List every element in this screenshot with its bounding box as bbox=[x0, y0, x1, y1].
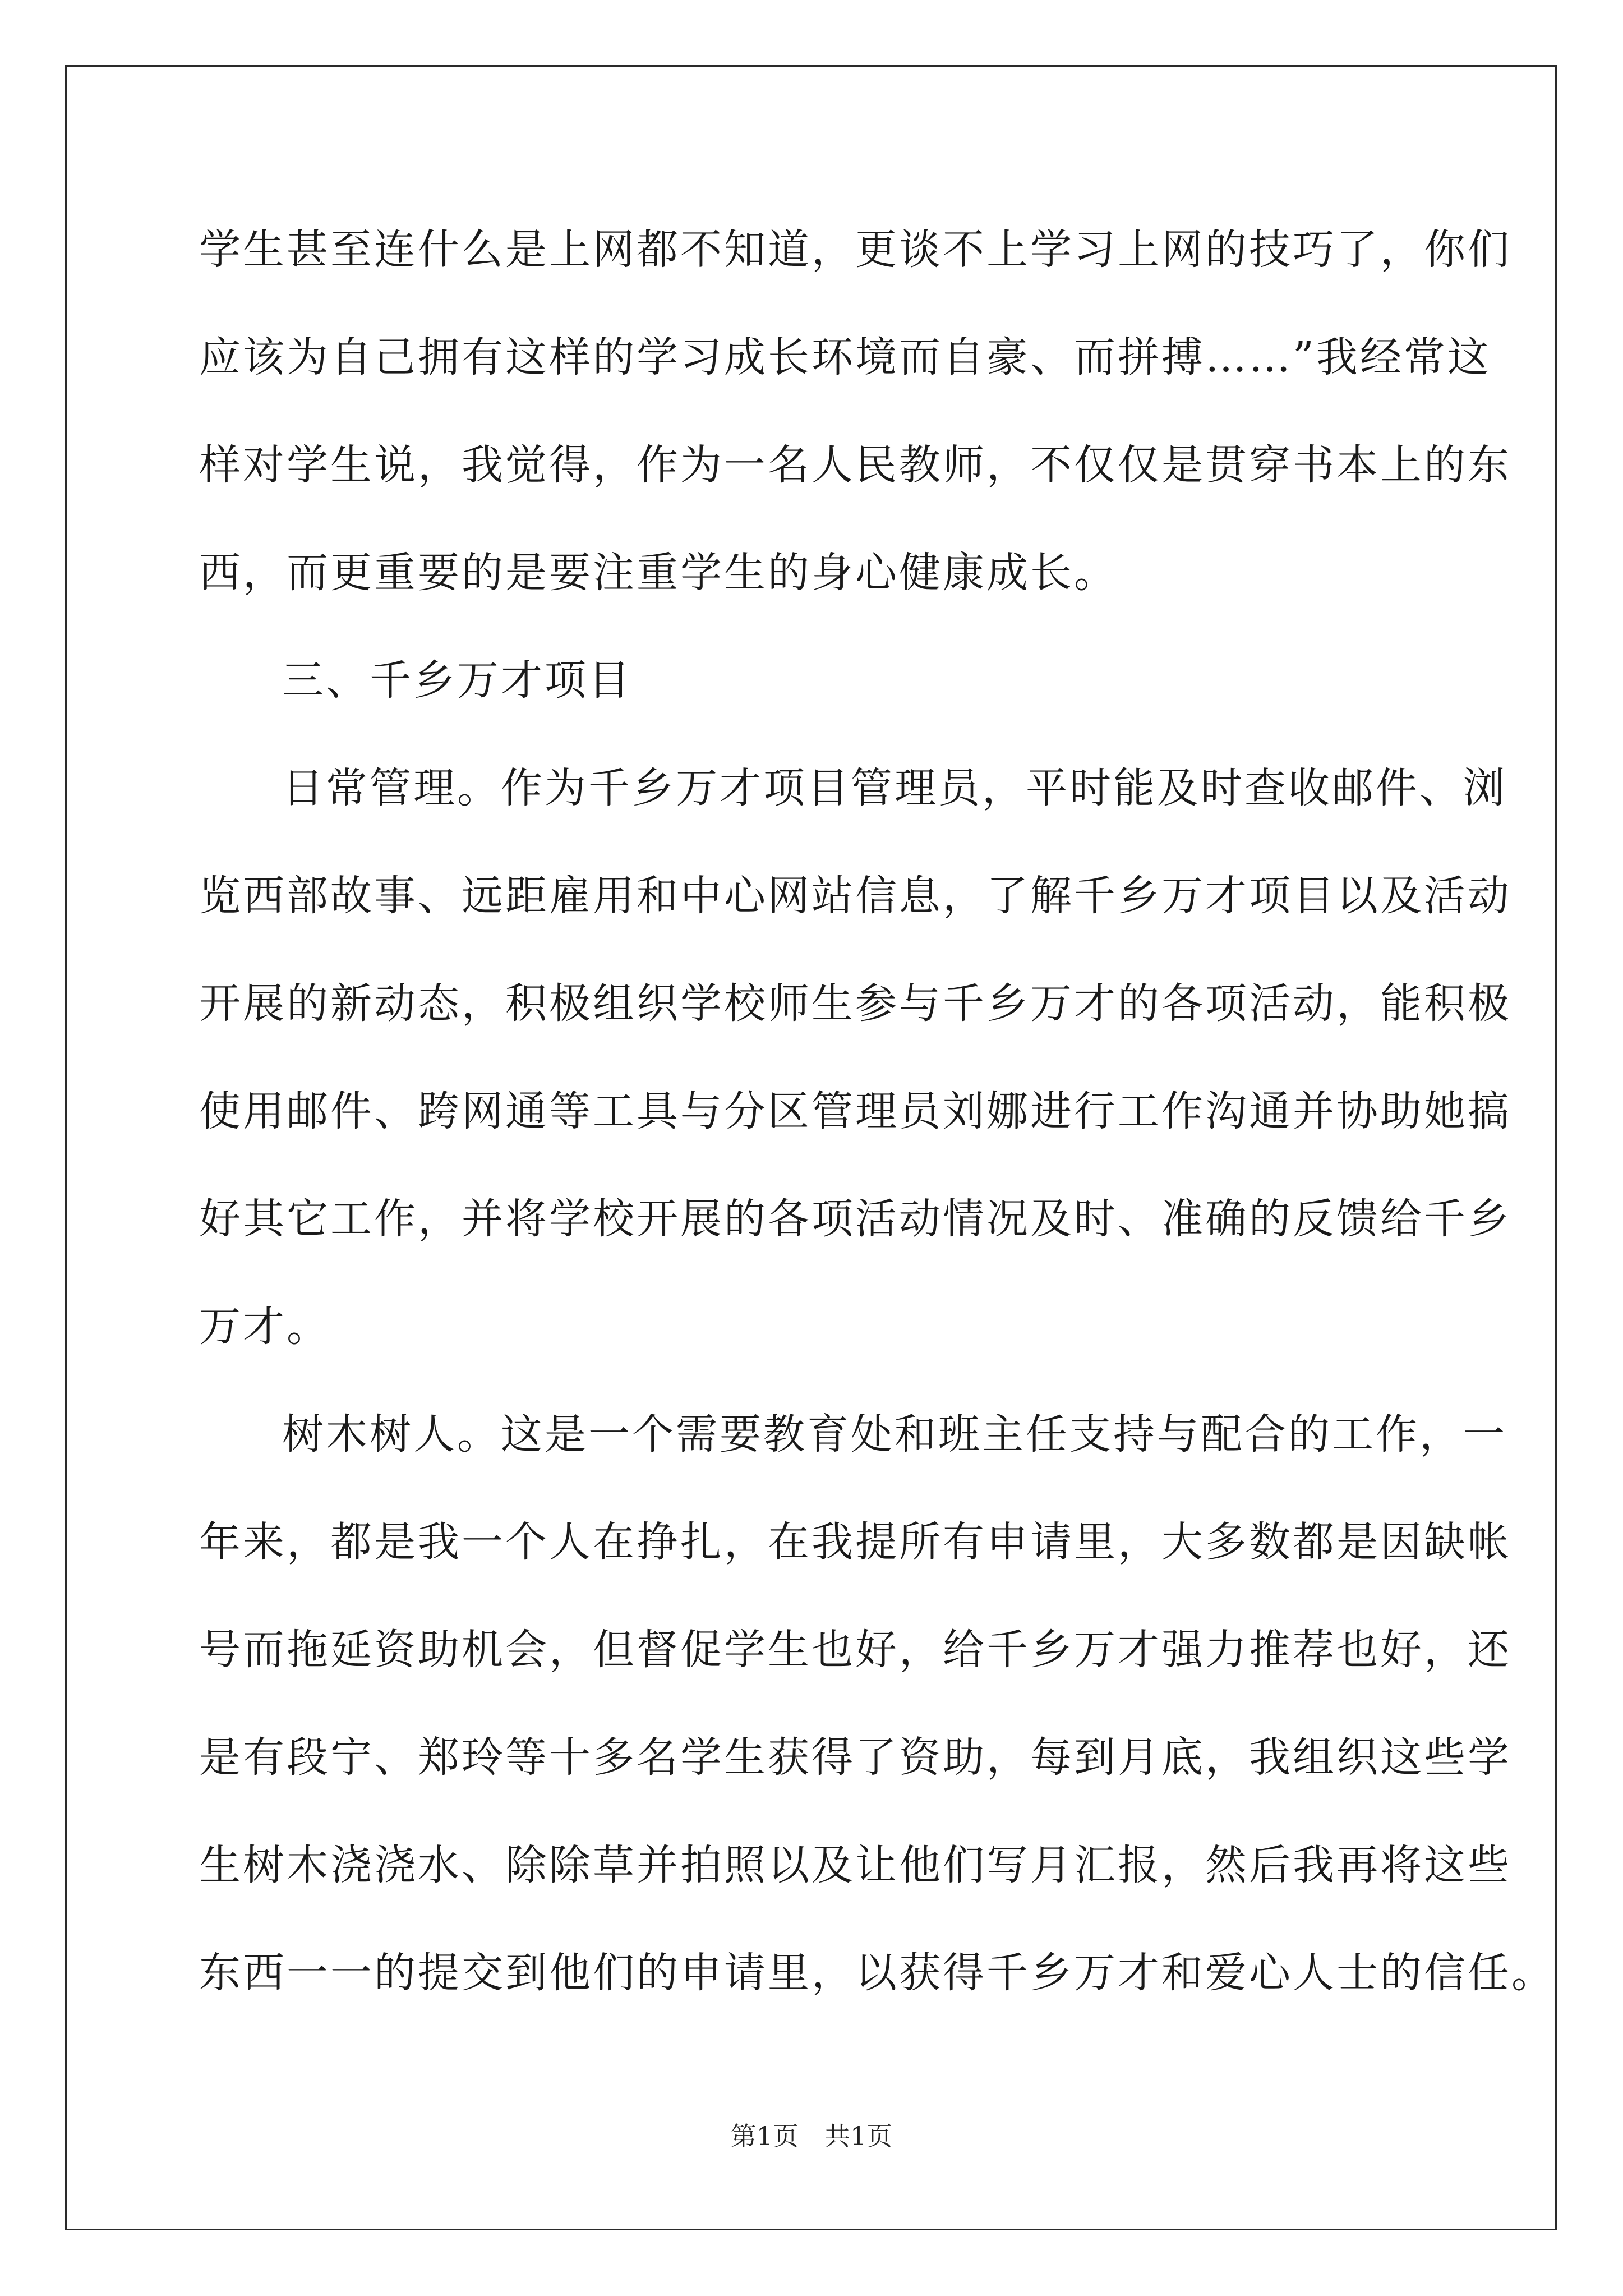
text-line: 日常管理。作为千乡万才项目管理员，平时能及时查收邮件、浏 bbox=[282, 764, 1507, 812]
text-line: 生树木浇浇水、除除草并拍照以及让他们写月汇报，然后我再将这些 bbox=[199, 1841, 1511, 1889]
text-line: 万才。 bbox=[199, 1303, 330, 1351]
page-number: 第1页 bbox=[730, 2121, 799, 2151]
text-line: 东西一一的提交到他们的申请里，以获得千乡万才和爱心人士的信任。 bbox=[199, 1949, 1555, 1997]
text-line: 学生甚至连什么是上网都不知道，更谈不上学习上网的技巧了，你们 bbox=[199, 226, 1511, 274]
page-footer bbox=[0, 2119, 1623, 2153]
text-line: 应该为自己拥有这样的学习成长环境而自豪、而拼搏……”我经常这 bbox=[199, 333, 1491, 381]
text-line: 览西部故事、远距雇用和中心网站信息，了解千乡万才项目以及活动 bbox=[199, 872, 1511, 920]
text-line: 号而拖延资助机会，但督促学生也好，给千乡万才强力推荐也好，还 bbox=[199, 1626, 1511, 1674]
text-line: 使用邮件、跨网通等工具与分区管理员刘娜进行工作沟通并协助她搞 bbox=[199, 1087, 1511, 1135]
section-heading: 三、千乡万才项目 bbox=[282, 656, 632, 705]
text-line: 树木树人。这是一个需要教育处和班主任支持与配合的工作，一 bbox=[282, 1410, 1507, 1458]
text-line: 是有段宁、郑玲等十多名学生获得了资助，每到月底，我组织这些学 bbox=[199, 1733, 1511, 1782]
page-border bbox=[65, 65, 1557, 2230]
text-line: 年来，都是我一个人在挣扎，在我提所有申请里，大多数都是因缺帐 bbox=[199, 1518, 1511, 1566]
page-count: 共1页 bbox=[824, 2121, 893, 2151]
text-line: 好其它工作，并将学校开展的各项活动情况及时、准确的反馈给千乡 bbox=[199, 1195, 1511, 1243]
text-line: 西，而更重要的是要注重学生的身心健康成长。 bbox=[199, 549, 1118, 597]
text-line: 开展的新动态，积极组织学校师生参与千乡万才的各项活动，能积极 bbox=[199, 979, 1511, 1028]
text-line: 样对学生说，我觉得，作为一名人民教师，不仅仅是贯穿书本上的东 bbox=[199, 441, 1511, 489]
